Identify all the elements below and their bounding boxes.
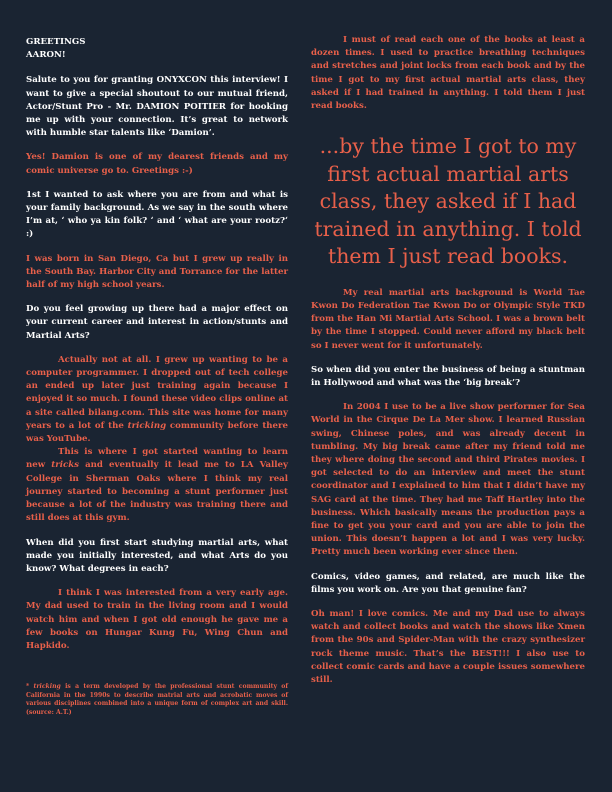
- question-origin: 1st I wanted to ask where you are from and what is your family background. As we say in the south where I’m at, ‘ who ya kin folk? ‘ and ‘ what are your rootz?‘ :): [26, 189, 288, 240]
- answer-growing-up-2: This is where I got started wanting to learn new tricks and eventually it lead me to LA Valley College in Sherman Oaks where I think my real journey started to becoming a stunt performer just because a lot of the industry was training there and still does at this gym.: [26, 447, 289, 524]
- pull-quote: ...by the time I got to my first actual martial arts class, they asked if I had trained in anything. I told them I just read books.: [314, 134, 582, 269]
- question-comics: Comics, video games, and related, are much like the films you work on. Are you that genuine fan?: [311, 571, 585, 595]
- answer-intro: Yes! Damion is one of my dearest friends and my comic universe go to. Greetings :-): [26, 152, 288, 176]
- greeting: GREETINGS AARON!: [26, 37, 86, 61]
- right-column: [311, 34, 585, 698]
- answer-stuntman: In 2004 I use to be a live show performer for Sea World in the Cirque De La Mer show. I learned Russian swing, Chinese poles, and was already decent in tumbling. My big break came after my friend told me they where doing the second and third Pirates movies. I got selected to do an interview and meet the stunt coordinator and I explained to him that I didn’t have my SAG card at the time. They had me Taff Hartley into the business. Which basically means the production pays a fine to get you your card and you are able to join the union. This doesn’t happen a lot and I was very lucky. Pretty much been working ever since then.: [311, 402, 585, 558]
- answer-comics: Oh man! I love comics. Me and my Dad use to always watch and collect books and watch the shows like Xmen from the 90s and Spider-Man with the crazy synthesizer rock theme music. That’s the BEST!!! I also use to collect comic cards and have a couple issues somewhere still.: [311, 608, 585, 685]
- answer-martial-arts-1: I think I was interested from a very early age. My dad used to train in the living room and I would watch him and when I got old enough he gave me a few books on Hungar Kung Fu, Wing Chun and Hapkido.: [26, 588, 288, 651]
- footnote: * tricking is a term developed by the professional stunt community of California in the 1990s to describe matrial arts and acrobatic moves of various disciplines combined into a unique form of complex art and skill. (source: A.T.): [26, 683, 288, 716]
- question-stuntman: So when did you enter the business of being a stuntman in Hollywood and what was the ‘big break’?: [311, 364, 585, 388]
- answer-martial-arts-2: I must of read each one of the books at least a dozen times. I used to practice breathing techniques and stretches and joint locks from each book and by the time I got to my first actual martial arts class, they asked if I had trained in anything. I told them I just read books.: [311, 35, 585, 112]
- question-martial-arts: When did you first start studying martial arts, what made you initially interested, and what Arts do you know? What degrees in each?: [26, 537, 288, 574]
- answer-origin: I was born in San Diego, Ca but I grew up really in the South Bay. Harbor City and Torrance for the latter half of my high school years.: [26, 253, 288, 291]
- question-intro: Salute to you for granting ONYXCON this interview! I want to give a special shoutout to our mutual friend, Actor/Stunt Pro - Mr. DAMION POITIER for hooking me up with your connection. It’s great to network with humble star talents like ‘Damion’.: [26, 75, 288, 139]
- question-growing-up: Do you feel growing up there had a major effect on your current career and interest in action/stunts and Martial Arts?: [26, 304, 288, 341]
- answer-martial-arts-3: My real martial arts background is World Tae Kwon Do Federation Tae Kwon Do or Olympic Style TKD from the Han Mi Martial Arts School. I was a brown belt by the time I stopped. Could never afford my black belt so I never went for it unfortunately.: [311, 287, 585, 351]
- left-column: [26, 36, 288, 729]
- answer-growing-up-1: Actually not at all. I grew up wanting to be a computer programmer. I dropped out of tech college an ended up later just training again because I enjoyed it so much. I found these video clips online at a site called bilang.com. This site was home for many years to a lot of the tricking community before there was YouTube.: [26, 354, 288, 445]
